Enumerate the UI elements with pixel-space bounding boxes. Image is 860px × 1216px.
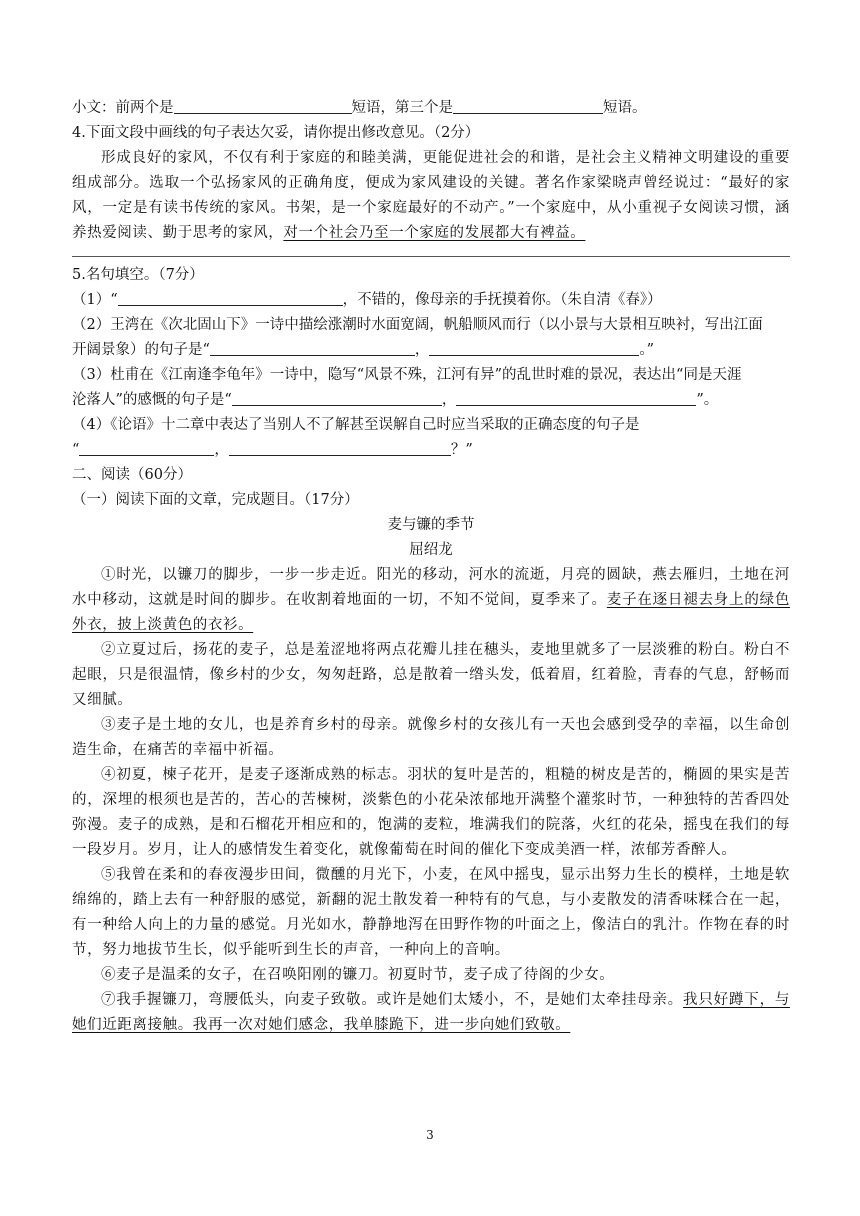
- article-paragraph-3: ③麦子是土地的女儿，也是养育乡村的母亲。就像乡村的女孩儿有一天也会感到受孕的幸福，以生命创造生命，在痛苦的幸福中祈福。: [72, 717, 790, 758]
- comma: ，: [414, 342, 430, 358]
- article-author: 屈绍龙: [409, 542, 453, 558]
- q5-item-4-end: ？”: [450, 442, 473, 458]
- page-content: [72, 96, 790, 1038]
- answer-blank[interactable]: [456, 390, 696, 406]
- comma: ，: [214, 442, 229, 458]
- q3-answer-line: [72, 96, 790, 121]
- q3-prefix: 小文：前两个是: [72, 100, 174, 116]
- answer-blank[interactable]: [429, 340, 639, 356]
- article-paragraph-2: ②立夏过后，扬花的麦子，总是羞涩地将两点花瓣儿挂在穗头，麦地里就多了一层淡雅的粉白。粉白不起眼，只是很温情，像乡村的少女，匆匆赶路，总是散着一绺头发，低着眉，红着脸，青春的气息，舒畅而又细腻。: [72, 642, 790, 708]
- article-title: 麦与镰的季节: [387, 517, 475, 533]
- q3-mid: 短语，第三个是: [351, 100, 453, 116]
- answer-blank[interactable]: [453, 98, 603, 114]
- q4-title: 4.下面文段中画线的句子表达欠妥，请你提出修改意见。（2分）: [72, 125, 480, 141]
- q5-item-3-start: 沦落人”的感慨的句子是“: [72, 392, 232, 408]
- q5-item-2-end: 。”: [639, 342, 655, 358]
- q5-item-2-line1: （2）王湾在《次北固山下》一诗中描绘涨潮时水面宽阔，帆船顺风而行（以小景与大景相互映衬，写出江面: [72, 317, 763, 333]
- section-2-title: 二、阅读（60分）: [72, 467, 192, 483]
- answer-blank[interactable]: [118, 290, 343, 306]
- article-paragraph-6: ⑥麦子是温柔的女子，在召唤阳刚的镰刀。初夏时节，麦子成了待阁的少女。: [101, 967, 615, 983]
- q3-suffix: 短语。: [603, 100, 647, 116]
- q5-item-2-line2: [72, 338, 790, 363]
- answer-blank[interactable]: [174, 98, 352, 114]
- q4-text: 形成良好的家风，不仅有利于家庭的和睦美满，更能促进社会的和谐，是社会主义精神文明建设的重要组成部分。选取一个弘扬家风的正确角度，便成为家风建设的关键。著名作家梁晓声曾经说过：“最好的家风，一定是有读书传统的家风。书架，是一个家庭最好的不动产。”一个家庭中，从小重视子女阅读习惯，涵养热爱阅读、勤于思考的家风，: [72, 150, 790, 241]
- q5-title: 5.名句填空。（7分）: [72, 267, 204, 283]
- q5-item-4-start: “: [72, 442, 80, 458]
- comma: ，: [441, 392, 457, 408]
- paragraph-text: ⑦我手握镰刀，弯腰低头，向麦子致敬。或许是她们太矮小，不，是她们太牵挂母亲。: [101, 992, 684, 1008]
- q5-item-1-end: ，不错的，像母亲的手抚摸着你。（朱自清《春》）: [342, 292, 662, 308]
- answer-blank[interactable]: [210, 340, 415, 356]
- q5-item-4-line1: （4）《论语》十二章中表达了当别人不了解甚至误解自己时应当采取的正确态度的句子是: [72, 417, 640, 433]
- section-2-subtitle: （一）阅读下面的文章，完成题目。（17分）: [72, 492, 359, 508]
- underlined-sentence: 我只好蹲下，与她们近距离接触。我再一次对她们感念，我单膝跪下，进一步向她们致敬。: [72, 992, 791, 1033]
- page-number: 3: [426, 1128, 434, 1142]
- article-paragraph-4: ④初夏，楝子花开，是麦子逐渐成熟的标志。羽状的复叶是苦的，粗糙的树皮是苦的，椭圆的果实是苦的，深埋的根须也是苦的，苦心的苦楝树，淡紫色的小花朵浓郁地开满整个灌浆时节，一种独特的苦香四处弥漫。麦子的成熟，是和石榴花开相应和的，饱满的麦粒，堆满我们的院落，火红的花朵，摇曳在我们的每一段岁月。岁月，让人的感情发生着变化，就像葡萄在时间的催化下变成美酒一样，浓郁芳香醉人。: [72, 767, 790, 858]
- q5-item-2-start: 开阔景象）的句子是“: [72, 342, 210, 358]
- q4-underlined-sentence: 对一个社会乃至一个家庭的发展都大有裨益。: [283, 225, 586, 241]
- answer-blank[interactable]: [232, 390, 442, 406]
- paragraph-text: ①时光，以镰刀的脚步，一步一步走近。阳光的移动，河水的流逝，月亮的圆缺，燕去雁归，土地在河水中移动，这就是时间的脚步。在收割着地面的一切，不知不觉间，夏季来了。: [72, 567, 790, 608]
- q5-item-1: [72, 288, 790, 313]
- q5-item-4-line2: [72, 438, 790, 463]
- article-paragraph-1: [72, 563, 790, 638]
- q5-item-3-line1: （3）杜甫在《江南逢李龟年》一诗中，隐写“风景不殊，江河有异”的乱世时难的景况，表达出“同是天涯: [72, 367, 742, 383]
- q4-passage: [72, 146, 790, 246]
- article-paragraph-5: ⑤我曾在柔和的春夜漫步田间，微醺的月光下，小麦，在风中摇曳，显示出努力生长的模样，土地是软绵绵的，踏上去有一种舒服的感觉，新翻的泥土散发着一种特有的气息，与小麦散发的清香味糅合在一起，有一种给人向上的力量的感觉。月光如水，静静地泻在田野作物的叶面之上，像洁白的乳汁。作物在春的时节，努力地拔节生长，似乎能听到生长的声音，一种向上的音响。: [72, 867, 790, 958]
- q5-item-3-line2: [72, 388, 790, 413]
- q4-answer-line[interactable]: [72, 256, 790, 257]
- answer-blank[interactable]: [229, 440, 451, 456]
- q5-item-3-end: ”。: [696, 392, 719, 408]
- q5-item-1-start: （1）“: [72, 292, 118, 308]
- article-paragraph-7: [72, 988, 790, 1038]
- underlined-sentence: 麦子在逐日褪去身上的绿色外衣，披上淡黄色的衣衫。: [72, 592, 790, 633]
- answer-blank[interactable]: [79, 440, 214, 456]
